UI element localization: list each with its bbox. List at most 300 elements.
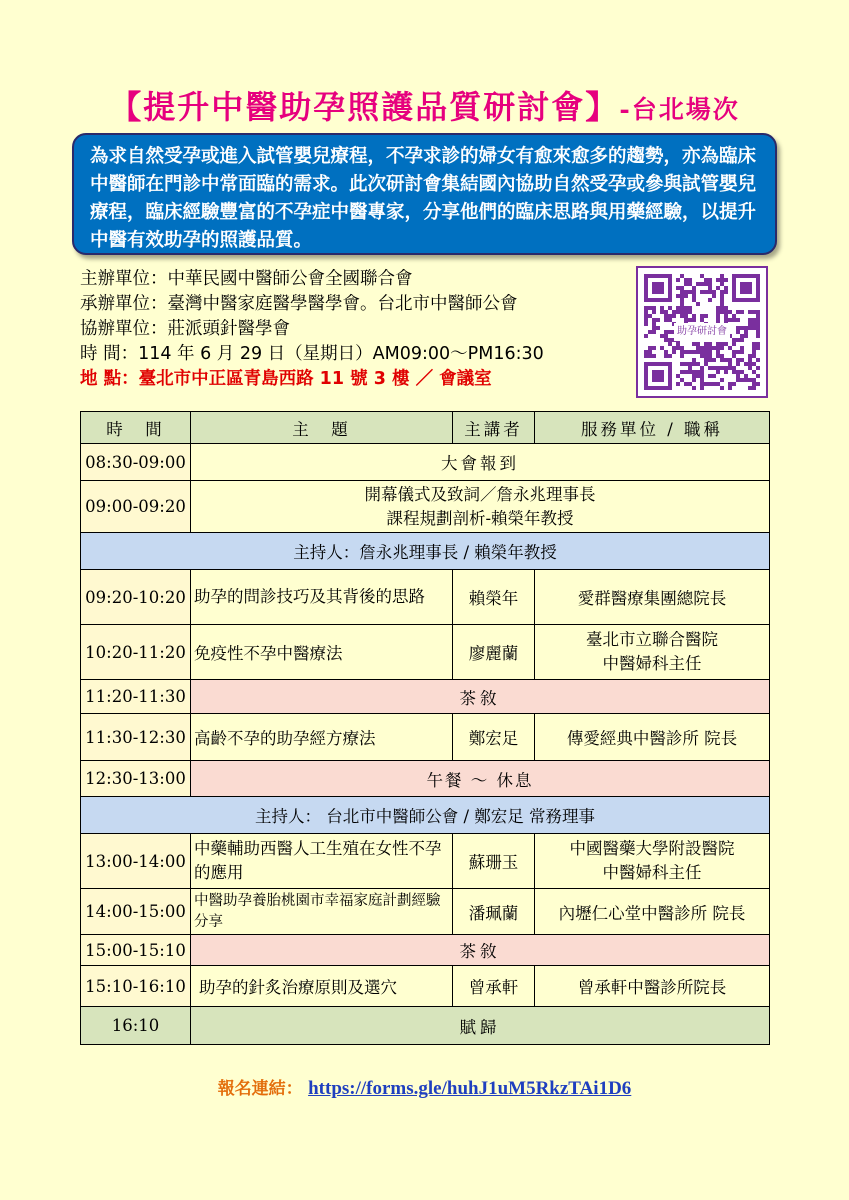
qr-module (736, 358, 740, 362)
header-speaker: 主講者 (453, 412, 535, 444)
qr-module (740, 334, 744, 338)
qr-module (700, 378, 704, 382)
qr-module (664, 338, 668, 342)
qr-module (692, 350, 696, 354)
qr-module (740, 338, 744, 342)
row-unit: 曾承軒中醫診所院長 (535, 966, 770, 1007)
qr-module (712, 358, 716, 362)
row-unit-line: 中醫婦科主任 (602, 863, 702, 882)
qr-module (680, 370, 684, 374)
qr-module (688, 310, 692, 314)
qr-module (700, 366, 704, 370)
assistant-organizer: 協辦單位：莊派頭針醫學會 (80, 319, 290, 339)
qr-label: 助孕研討會 (674, 323, 730, 341)
qr-module (720, 386, 724, 390)
qr-module (696, 370, 700, 374)
qr-module (688, 282, 692, 286)
qr-module (716, 318, 720, 322)
qr-module (676, 310, 680, 314)
qr-module (712, 374, 716, 378)
qr-module (684, 294, 688, 298)
table-row (81, 935, 770, 966)
qr-module (752, 346, 756, 350)
qr-module (704, 358, 708, 362)
qr-module (676, 382, 680, 386)
row-event: 午餐 ～ 休息 (191, 761, 770, 797)
qr-module (748, 310, 752, 314)
row-event: 大會報到 (191, 444, 770, 481)
qr-module (720, 346, 724, 350)
qr-module (688, 350, 692, 354)
qr-module (732, 382, 736, 386)
row-time: 10:20-11:20 (81, 625, 191, 680)
qr-module (684, 278, 688, 282)
qr-module (688, 366, 692, 370)
host-text: 主持人：詹永兆理事長 / 賴榮年教授 (81, 533, 770, 570)
qr-module (720, 342, 724, 346)
row-event: 茶敘 (191, 680, 770, 714)
row-time: 13:00-14:00 (81, 834, 191, 889)
qr-module (660, 310, 664, 314)
qr-module (680, 306, 684, 310)
qr-module (692, 290, 696, 294)
qr-module (692, 342, 696, 346)
qr-module (724, 290, 728, 294)
qr-module (660, 346, 664, 350)
qr-code[interactable] (636, 266, 768, 398)
qr-module (732, 342, 736, 346)
title-sub: -台北場次 (619, 95, 740, 124)
qr-module (752, 362, 756, 366)
qr-module (728, 366, 732, 370)
organizer: 主辦單位：中華民國中醫師公會全國聯合會 (80, 269, 413, 289)
qr-module (736, 318, 740, 322)
qr-module (724, 318, 728, 322)
qr-module (716, 366, 720, 370)
qr-module (688, 318, 692, 322)
qr-module (720, 302, 724, 306)
qr-module (732, 314, 736, 318)
qr-module (680, 310, 684, 314)
row-unit: 內壢仁心堂中醫診所 院長 (535, 889, 770, 935)
qr-module (680, 314, 684, 318)
qr-module (748, 326, 752, 330)
row-time: 15:10-16:10 (81, 966, 191, 1007)
qr-module (716, 286, 720, 290)
qr-module (664, 354, 668, 358)
qr-module (700, 346, 704, 350)
qr-module (708, 350, 712, 354)
qr-finder (652, 370, 664, 382)
qr-module (708, 290, 712, 294)
qr-module (644, 322, 648, 326)
table-row (81, 481, 770, 533)
qr-module (668, 354, 672, 358)
qr-module (740, 310, 744, 314)
qr-module (648, 330, 652, 334)
qr-module (672, 350, 676, 354)
qr-module (688, 278, 692, 282)
row-event: 賦歸 (191, 1007, 770, 1045)
qr-module (668, 318, 672, 322)
qr-module (728, 318, 732, 322)
qr-module (720, 366, 724, 370)
qr-module (720, 290, 724, 294)
qr-module (752, 382, 756, 386)
page-title (0, 82, 849, 128)
qr-module (756, 330, 760, 334)
qr-module (700, 350, 704, 354)
qr-module (680, 274, 684, 278)
qr-module (696, 350, 700, 354)
qr-module (680, 362, 684, 366)
qr-module (692, 286, 696, 290)
table-row (81, 966, 770, 1007)
qr-module (716, 278, 720, 282)
qr-module (716, 350, 720, 354)
qr-module (740, 346, 744, 350)
row-speaker: 潘珮蘭 (453, 889, 535, 935)
qr-module (696, 342, 700, 346)
qr-module (696, 346, 700, 350)
header-unit: 服務單位 / 職稱 (535, 412, 770, 444)
qr-module (644, 314, 648, 318)
qr-module (732, 366, 736, 370)
qr-module (700, 386, 704, 390)
host-row (81, 797, 770, 834)
qr-module (732, 370, 736, 374)
qr-module (728, 310, 732, 314)
qr-module (704, 354, 708, 358)
qr-module (700, 318, 704, 322)
qr-module (692, 370, 696, 374)
qr-module (756, 322, 760, 326)
qr-module (708, 282, 712, 286)
qr-module (680, 302, 684, 306)
qr-module (720, 294, 724, 298)
qr-module (700, 274, 704, 278)
qr-module (736, 378, 740, 382)
registration-link[interactable]: https://forms.gle/huhJ1uM5RkzTAi1D6 (308, 1078, 632, 1099)
qr-module (708, 286, 712, 290)
qr-module (656, 318, 660, 322)
qr-module (704, 278, 708, 282)
table-row (81, 714, 770, 761)
registration-label: 報名連結： (217, 1079, 303, 1099)
qr-module (668, 330, 672, 334)
row-time: 12:30-13:00 (81, 761, 191, 797)
qr-module (668, 338, 672, 342)
qr-module (716, 346, 720, 350)
qr-module (728, 346, 732, 350)
qr-module (684, 310, 688, 314)
qr-module (712, 290, 716, 294)
qr-module (716, 342, 720, 346)
qr-finder (652, 282, 664, 294)
qr-module (724, 314, 728, 318)
row-time: 11:30-12:30 (81, 714, 191, 761)
qr-module (648, 306, 652, 310)
qr-module (756, 358, 760, 362)
qr-module (680, 286, 684, 290)
row-unit (535, 834, 770, 889)
qr-module (748, 386, 752, 390)
qr-module (680, 378, 684, 382)
qr-module (708, 366, 712, 370)
qr-module (748, 366, 752, 370)
qr-module (664, 310, 668, 314)
qr-module (728, 362, 732, 366)
qr-module (752, 342, 756, 346)
qr-module (732, 354, 736, 358)
title-main: 【提升中醫助孕照護品質研討會】 (109, 88, 620, 126)
qr-module (724, 310, 728, 314)
qr-module (732, 350, 736, 354)
qr-module (676, 294, 680, 298)
qr-module (748, 318, 752, 322)
qr-module (676, 374, 680, 378)
table-header-row (81, 412, 770, 444)
qr-module (736, 374, 740, 378)
qr-module (688, 306, 692, 310)
qr-module (700, 282, 704, 286)
qr-module (720, 310, 724, 314)
qr-module (664, 334, 668, 338)
header-time: 時 間 (81, 412, 191, 444)
qr-module (708, 342, 712, 346)
qr-module (744, 374, 748, 378)
qr-module (704, 350, 708, 354)
qr-module (704, 362, 708, 366)
qr-module (716, 306, 720, 310)
event-time: 時 間：114 年 6 月 29 日（星期日）AM09:00～PM16:30 (80, 344, 544, 364)
qr-module (652, 326, 656, 330)
qr-module (668, 306, 672, 310)
qr-module (712, 294, 716, 298)
qr-module (752, 378, 756, 382)
qr-module (736, 362, 740, 366)
qr-module (660, 306, 664, 310)
row-time: 09:20-10:20 (81, 570, 191, 625)
qr-module (728, 386, 732, 390)
qr-module (700, 290, 704, 294)
qr-module (748, 322, 752, 326)
qr-module (736, 338, 740, 342)
qr-module (708, 354, 712, 358)
qr-module (756, 314, 760, 318)
qr-module (708, 298, 712, 302)
qr-module (684, 382, 688, 386)
qr-module (688, 290, 692, 294)
qr-module (664, 318, 668, 322)
qr-module (692, 374, 696, 378)
qr-module (684, 314, 688, 318)
table-row (81, 625, 770, 680)
qr-module (652, 306, 656, 310)
qr-module (700, 314, 704, 318)
qr-module (676, 306, 680, 310)
row-speaker: 廖麗蘭 (453, 625, 535, 680)
qr-module (716, 382, 720, 386)
qr-module (756, 374, 760, 378)
table-row (81, 889, 770, 935)
row-event-line: 開幕儀式及致詞／詹永兆理事長 (364, 484, 596, 504)
row-topic: 中藥輔助西醫人工生殖在女性不孕的應用 (191, 834, 453, 889)
row-topic: 中醫助孕養胎桃園市幸福家庭計劃經驗分享 (191, 889, 453, 935)
qr-module (652, 322, 656, 326)
qr-module (712, 366, 716, 370)
row-event: 茶敘 (191, 935, 770, 966)
qr-module (648, 354, 652, 358)
row-time: 16:10 (81, 1007, 191, 1045)
qr-module (720, 378, 724, 382)
qr-module (748, 358, 752, 362)
row-time: 08:30-09:00 (81, 444, 191, 481)
qr-module (724, 286, 728, 290)
qr-module (676, 286, 680, 290)
qr-module (656, 326, 660, 330)
qr-module (664, 314, 668, 318)
qr-module (740, 358, 744, 362)
qr-module (712, 346, 716, 350)
qr-module (748, 378, 752, 382)
qr-module (644, 350, 648, 354)
qr-module (696, 302, 700, 306)
qr-module (740, 378, 744, 382)
qr-module (724, 358, 728, 362)
qr-module (712, 382, 716, 386)
qr-module (700, 374, 704, 378)
qr-module (692, 386, 696, 390)
qr-module (724, 278, 728, 282)
qr-module (716, 354, 720, 358)
qr-module (708, 278, 712, 282)
qr-module (668, 342, 672, 346)
qr-module (740, 370, 744, 374)
qr-module (680, 346, 684, 350)
qr-module (752, 326, 756, 330)
qr-module (736, 330, 740, 334)
qr-module (648, 346, 652, 350)
qr-module (648, 314, 652, 318)
qr-module (704, 290, 708, 294)
qr-module (704, 382, 708, 386)
qr-module (680, 290, 684, 294)
qr-module (752, 322, 756, 326)
qr-finder (740, 282, 752, 294)
row-unit (535, 625, 770, 680)
qr-module (720, 306, 724, 310)
event-info (80, 267, 544, 392)
qr-module (720, 274, 724, 278)
qr-module (680, 350, 684, 354)
qr-module (716, 314, 720, 318)
qr-module (736, 310, 740, 314)
qr-module (736, 326, 740, 330)
table-row (81, 761, 770, 797)
qr-module (744, 334, 748, 338)
qr-module (752, 370, 756, 374)
qr-module (756, 310, 760, 314)
row-speaker: 曾承軒 (453, 966, 535, 1007)
host-text: 主持人： 台北市中醫師公會 / 鄭宏足 常務理事 (81, 797, 770, 834)
qr-module (744, 326, 748, 330)
qr-module (708, 358, 712, 362)
qr-module (752, 310, 756, 314)
co-organizer: 承辦單位：臺灣中醫家庭醫學醫學會。台北市中醫師公會 (80, 294, 518, 314)
table-row (81, 1007, 770, 1045)
qr-module (736, 370, 740, 374)
qr-module (680, 294, 684, 298)
qr-module (744, 330, 748, 334)
qr-module (756, 326, 760, 330)
qr-module (652, 310, 656, 314)
qr-module (688, 382, 692, 386)
qr-module (756, 334, 760, 338)
qr-module (728, 382, 732, 386)
table-row (81, 444, 770, 481)
qr-module (704, 342, 708, 346)
qr-module (692, 378, 696, 382)
qr-module (724, 370, 728, 374)
qr-module (724, 366, 728, 370)
qr-module (680, 354, 684, 358)
registration (0, 1074, 849, 1100)
qr-module (752, 354, 756, 358)
qr-module (676, 278, 680, 282)
qr-module (736, 350, 740, 354)
qr-module (708, 374, 712, 378)
qr-module (756, 382, 760, 386)
qr-module (700, 370, 704, 374)
qr-module (696, 362, 700, 366)
qr-module (652, 346, 656, 350)
qr-module (716, 310, 720, 314)
qr-module (732, 338, 736, 342)
qr-module (644, 318, 648, 322)
qr-module (652, 330, 656, 334)
qr-module (652, 318, 656, 322)
qr-module (692, 298, 696, 302)
row-unit-line: 中醫婦科主任 (602, 654, 702, 673)
qr-module (756, 346, 760, 350)
qr-module (684, 350, 688, 354)
qr-module (740, 326, 744, 330)
row-unit-line: 臺北市立聯合醫院 (586, 630, 718, 649)
qr-module (672, 310, 676, 314)
qr-module (696, 374, 700, 378)
qr-module (676, 342, 680, 346)
qr-module (664, 350, 668, 354)
qr-module (740, 350, 744, 354)
row-speaker: 蘇珊玉 (453, 834, 535, 889)
qr-module (724, 306, 728, 310)
qr-module (692, 318, 696, 322)
qr-module (720, 358, 724, 362)
row-speaker: 賴榮年 (453, 570, 535, 625)
qr-module (692, 358, 696, 362)
qr-module (704, 346, 708, 350)
qr-module (684, 306, 688, 310)
qr-module (756, 342, 760, 346)
row-time: 15:00-15:10 (81, 935, 191, 966)
row-unit-line: 中國醫藥大學附設醫院 (569, 839, 735, 858)
qr-module (708, 382, 712, 386)
qr-module (700, 354, 704, 358)
qr-module (700, 382, 704, 386)
qr-module (660, 334, 664, 338)
row-topic: 助孕的針炙治療原則及選穴 (191, 966, 453, 1007)
